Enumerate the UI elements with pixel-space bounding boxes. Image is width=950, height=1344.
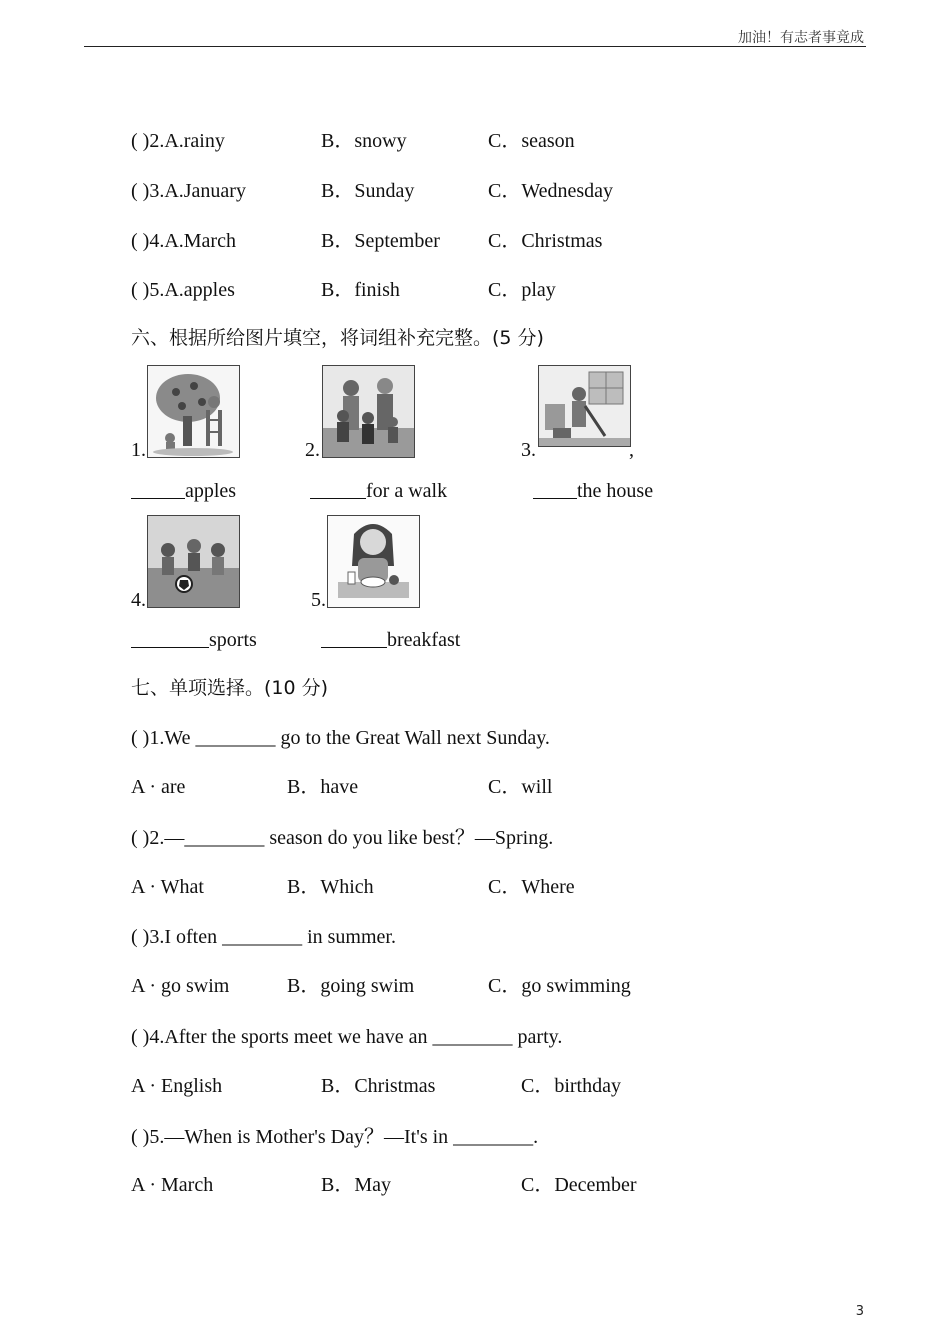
option-a: A · go swim [131,975,230,997]
question-stem: ( )2.—________ season do you like best？—Spring. [131,827,554,849]
option-c: C．Wednesday [488,180,614,202]
option-c: C．play [488,279,556,301]
answer-blank[interactable] [131,478,185,499]
option-c: C．birthday [521,1075,621,1097]
option-c: C．go swimming [488,975,631,997]
option-c: C．season [488,130,575,152]
question-stem: ( )4.A.March [131,230,236,252]
answer-blank[interactable] [321,627,387,648]
question-stem: ( )4.After the sports meet we have an ________ party. [131,1026,563,1048]
option-b: B．Which [287,876,374,898]
page-number: 3 [855,1304,864,1319]
phrase-suffix: breakfast [387,629,461,651]
fill-phrase [321,627,460,652]
phrase-suffix: apples [185,480,237,502]
cleaning-house-picture [538,365,631,447]
option-a: A · English [131,1075,223,1097]
girl-eating-breakfast-picture [327,515,420,608]
header-motto: 加油！有志者事竟成 [738,30,864,46]
section7-title: 七、单项选择。(10 分) [131,677,329,699]
option-c: C．December [521,1174,637,1196]
picture-label: 4. [131,589,146,611]
option-b: B．snowy [321,130,407,152]
option-b: B．going swim [287,975,415,997]
fill-phrase [533,478,653,503]
apple-tree-picking-picture [147,365,240,458]
picture-label: 5. [311,589,326,611]
picture-label: 1. [131,439,146,461]
family-walk-picture [322,365,415,458]
option-c: C．will [488,776,553,798]
option-b: B．have [287,776,359,798]
option-a: A · What [131,876,204,898]
answer-blank[interactable] [310,478,366,499]
fill-phrase [131,478,236,503]
picture-label-text: 3. [521,439,536,461]
question-stem: ( )2.A.rainy [131,130,225,152]
picture-label [521,438,634,462]
option-a: A · are [131,776,186,798]
answer-blank[interactable] [131,627,209,648]
option-b: B．September [321,230,440,252]
question-stem: ( )5.A.apples [131,279,235,301]
answer-blank[interactable] [533,478,577,499]
picture-label: 2. [305,439,320,461]
header-rule [84,46,866,47]
phrase-suffix: the house [577,480,654,502]
question-stem: ( )5.—When is Mother's Day？—It's in ________. [131,1126,539,1148]
phrase-suffix: sports [209,629,257,651]
option-c: C．Christmas [488,230,603,252]
phrase-suffix: for a walk [366,480,448,502]
kids-playing-sports-picture [147,515,240,608]
comma: , [629,439,634,461]
option-b: B．May [321,1174,391,1196]
section6-title: 六、根据所给图片填空，将词组补充完整。(5 分) [131,327,544,349]
question-stem: ( )3.A.January [131,180,246,202]
option-b: B．finish [321,279,400,301]
option-c: C．Where [488,876,575,898]
option-b: B．Sunday [321,180,415,202]
fill-phrase [310,478,447,503]
option-a: A · March [131,1174,214,1196]
question-stem: ( )1.We ________ go to the Great Wall next Sunday. [131,727,550,749]
fill-phrase [131,627,257,652]
question-stem: ( )3.I often ________ in summer. [131,926,396,948]
option-b: B．Christmas [321,1075,436,1097]
